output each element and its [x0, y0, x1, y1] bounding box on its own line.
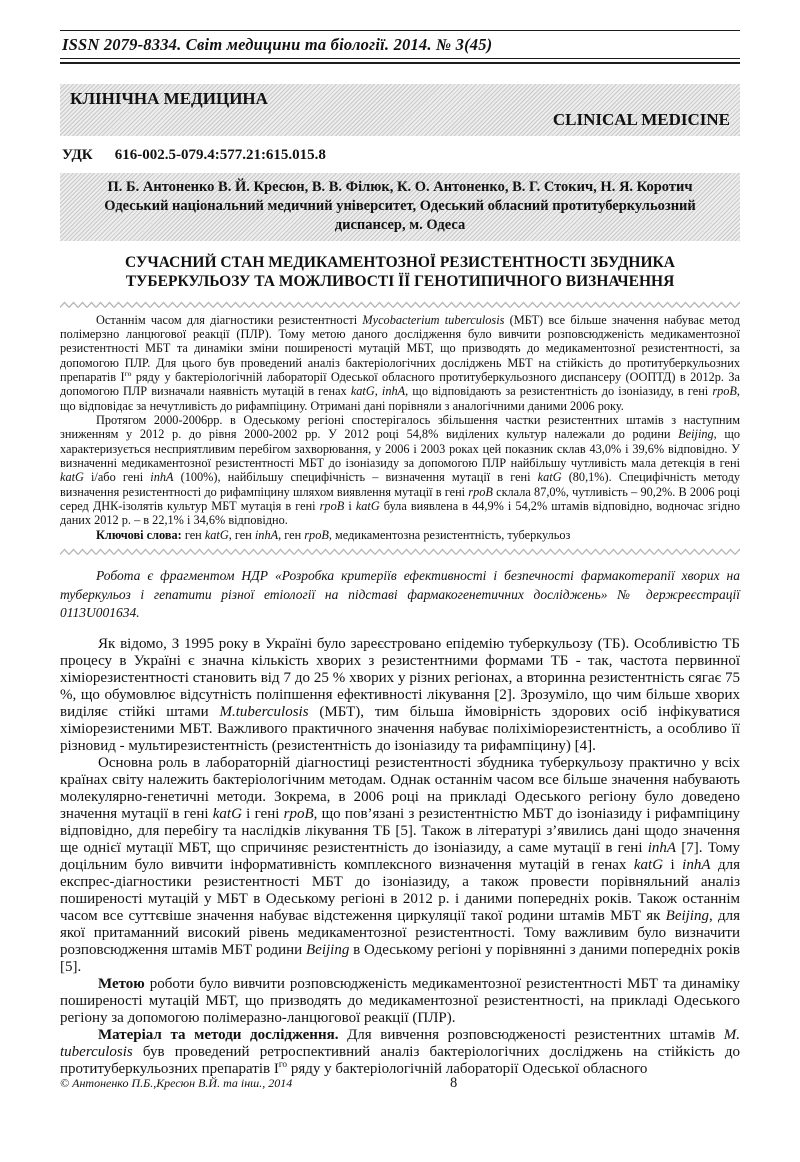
section-title-english: CLINICAL MEDICINE	[552, 109, 730, 129]
research-project-note: Робота є фрагментом НДР «Розробка критеріїв ефективності і безпечності фармакотерапії хворих на туберкульоз і гепатити різної етіології на підставі фармакогенетичних досліджень» № держреєстрації 0113U001634.	[60, 568, 740, 620]
page-content	[60, 30, 740, 1078]
journal-issn-line: ISSN 2079-8334. Світ медицини та біології. 2014. № 3(45)	[62, 35, 493, 54]
authors-names: П. Б. Антоненко В. Й. Кресюн, В. В. Філюк, К. О. Антоненко, В. Г. Стокич, Н. Я. Коротич	[107, 178, 693, 195]
abstract-paragraph: Протягом 2000-2006рр. в Одеському регіоні спостерігалось збільшення частки резистентних штамів з наступним зниженням у 2012 р. до рівня 2000-2002 рр. У 2012 році 54,8% виділених культур належали до родини Beijing, що характеризується несприятливим перебігом захворювання, у 2006 і 2003 роках цей показник склав 43,0% і 39,6% відповідно. У визначенні медикаментозної резистентності МБТ до ізоніазиду за допомогою ПЛР найбільшу чутливість мала детекція в гені katG і/або гені inhA (100%), найбільшу специфічність – визначення мутації в гені katG (80,1%). Специфічність методу визначення резистентності до рифампіцину шляхом виявлення мутації в гені rpoB склала 87,0%, чутливість – 90,2%. В 2006 році серед ДНК-ізолятів культур МБТ мутація в гені rpoB і katG була виявлена в 44,9% і 54,2% штамів відповідно, водночас згідно даних 2012 р. – в 22,1% і 34,6% відповідно.	[60, 412, 741, 528]
header-double-rule	[60, 58, 740, 64]
keywords-line: Ключові слова: ген katG, ген inhA, ген rpoB, медикаментозна резистентність, туберкульоз	[96, 527, 571, 542]
body-paragraph: Матеріал та методи дослідження. Для вивчення розповсюдженості резистентних штамів M. tuberculosis був проведений ретроспективний аналіз бактеріологічних досліджень на стійкість до протитуберкульозних препаратів $І^{го}$ ряду у бактеріологічній лабораторії Одеської обласного	[60, 1027, 741, 1077]
zigzag-divider	[60, 548, 740, 556]
body-paragraph: Основна роль в лабораторній діагностиці резистентності збудника туберкульозу практично у всіх країнах світу належить бактеріологічним методам. Однак останнім часом все більше значення набувають молекулярно-генетичні методи. Зокрема, в 2006 році на прикладі Одеського регіону було доведено значення мутації в гені katG і гені rpoB, що пов’язані з резистентністю МБТ до ізоніазиду і рифампіцину відповідно, для перебігу та наслідків лікування ТБ [5]. Також в літературі з’явились дані щодо значення ще однієї мутації МБТ, що спричиняє резистентність до ізоніазиду, а саме мутації в гені inhA [7]. Тому доцільним було вивчити інформативність комплексного визначення мутацій в генах katG і inhA для експрес-діагностики резистентності МБТ до ізоніазиду, а також провести порівняльний аналіз поширеності мутацій у МБТ в Одеському регіоні в 2012 р. і даними попередніх років. Також останнім часом все суттєвіше значення набуває відстеження циркуляції такої родини штамів МБТ як Beijing, для якої притаманний високий рівень медикаментозної резистентності. Тому важливим було визначити розповсюдження штамів МБТ родини Beijing в Одеському регіоні у порівнянні з даними попередніх років [5].	[60, 755, 740, 975]
section-title-ukrainian: КЛІНІЧНА МЕДИЦИНА	[70, 88, 268, 108]
page-number: 8	[450, 1075, 458, 1091]
udk-line	[60, 147, 740, 164]
authors-affiliation: Одеський національний медичний університет, Одеський обласний протитуберкульозний диспансер, м. Одеса	[104, 197, 696, 233]
journal-page	[0, 30, 800, 1162]
udk-label: УДК	[62, 146, 93, 163]
copyright-notice: © Антоненко П.Б.,Кресюн В.Й. та інш., 2014	[60, 1076, 293, 1090]
page-footer	[60, 1076, 740, 1091]
body-paragraph: Як відомо, З 1995 року в Україні було зареєстровано епідемію туберкульозу (ТБ). Особливістю ТБ процесу в Україні є значна кількість хворих з резистентними формами ТБ - так, частота первинної хіміорезистентності становить від 7 до 25 % хворих у різних регіонах, а вторинна резистентність сягає 75 %, що обумовлює відсутність поліпшення ефективності лікування [2]. Зрозуміло, що чим більше хворих виділяє стійкі штами M.tuberculosis (МБТ), тим більша ймовірність здорових осіб інфікуватися хіміорезистеними МБТ. Важливого практичного значення набуває поліхіміорезистентність, а особливо її різновид - мультирезистентність (резистентність до ізоніазиду та рифампіцину) [4].	[60, 636, 741, 754]
article-body	[60, 636, 740, 1078]
body-paragraph: Метою роботи було вивчити розповсюдженість медикаментозної резистентності МБТ та динаміку поширеності мутацій МБТ, що призводять до медикаментозної резистентності, на прикладі Одеського регіону за допомогою полімеразно-ланцюгової реакції (ПЛР).	[60, 976, 740, 1026]
authors-banner	[60, 173, 740, 241]
abstract-paragraph: Останнім часом для діагностики резистентності Mycobacterium tuberculosis (МБТ) все більше значення набуває метод полімерзно ланцюгової реакції (ПЛР). Тому метою даного дослідження було вивчити розповсюдженість медикаментозної резистентності МБТ та динаміки зміни поширеності мутацій МБТ, що призводять до медикаментозної резистентності, за допомогою ПЛР. Для цього був проведений аналіз бактеріологічних досліджень МБТ на стійкість до протитуберкульозних препаратів $І^{го}$ ряду у бактеріологічній лабораторії Одеської обласного протитуберкульозного диспансеру (ООПТД) в 2012р. За допомогою ПЛР визначали наявність мутацій в генах katG, inhA, що відповідають за резистентність до ізоніазиду, в гені rpoB, що відповідає за нечутливість до рифампіцину. Отримані дані порівняли з аналогічними даними 2006 року.	[60, 312, 741, 413]
abstract-block	[60, 313, 740, 543]
zigzag-divider	[60, 301, 740, 309]
udk-code: 616-002.5-079.4:577.21:615.015.8	[114, 146, 326, 163]
article-title: СУЧАСНИЙ СТАН МЕДИКАМЕНТОЗНОЇ РЕЗИСТЕНТНОСТІ ЗБУДНИКА ТУБЕРКУЛЬОЗУ ТА МОЖЛИВОСТІ ЇЇ ГЕНОТИПИЧНОГО ВИЗНАЧЕННЯ	[125, 253, 675, 290]
section-banner	[60, 84, 740, 136]
